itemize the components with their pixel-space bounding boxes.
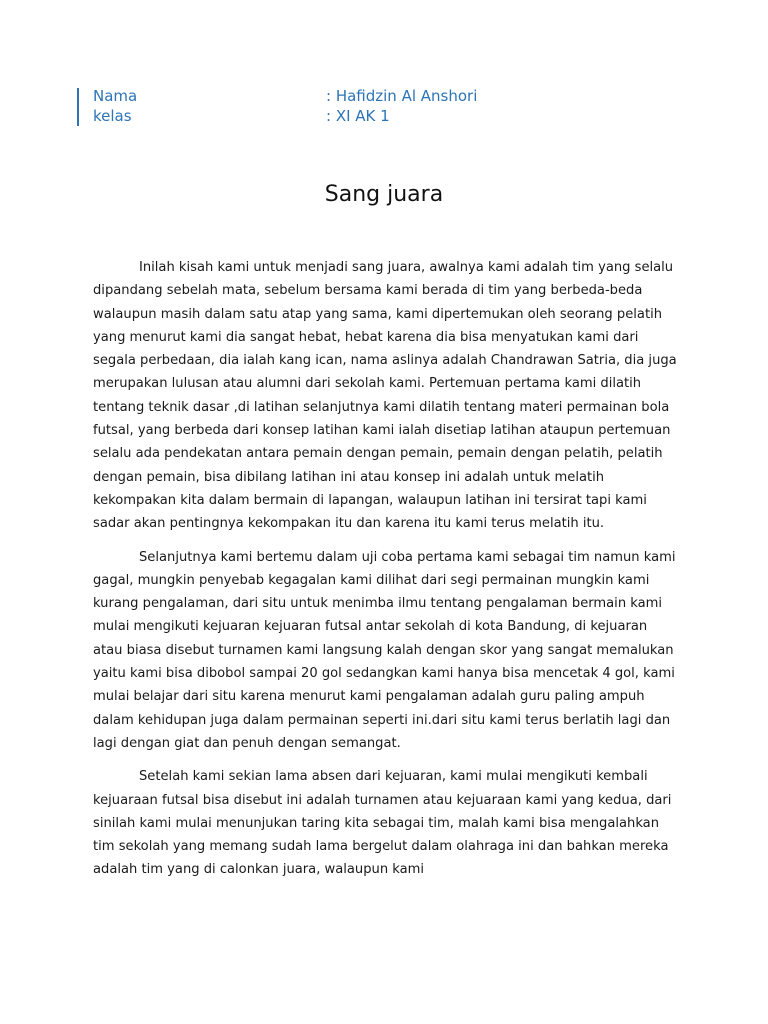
name-value: : Hafidzin Al Anshori	[326, 87, 478, 105]
name-label: Nama	[93, 87, 138, 105]
student-info-header	[93, 86, 693, 126]
paragraph-2: Selanjutnya kami bertemu dalam uji coba pertama kami sebagai tim namun kami gagal, mungkin penyebab kegagalan kami dilihat dari segi permainan mungkin kami kurang pengalaman, dari situ untuk menimba ilmu tentang pengalaman bermain kami mulai mengikuti kejuaran kejuaran futsal antar sekolah di kota Bandung, di kejuaran atau biasa disebut turnamen kami langsung kalah dengan skor yang sangat memalukan yaitu kami bisa dibobol sampai 20 gol sedangkan kami hanya bisa mencetak 4 gol, kami mulai belajar dari situ karena menurut kami pengalaman adalah guru paling ampuh dalam kehidupan juga dalam permainan seperti ini.dari situ kami terus berlatih lagi dan lagi dengan giat dan penuh dengan semangat.	[93, 549, 676, 751]
class-row	[93, 106, 693, 126]
document-body	[93, 256, 677, 892]
paragraph-1: Inilah kisah kami untuk menjadi sang juara, awalnya kami adalah tim yang selalu dipandang sebelah mata, sebelum bersama kami berada di tim yang berbeda-beda walaupun masih dalam satu atap yang sama, kami dipertemukan oleh seorang pelatih yang menurut kami dia sangat hebat, hebat karena dia bisa menyatukan kami dari segala perbedaan, dia ialah kang ican, nama aslinya adalah Chandrawan Satria, dia juga merupakan lulusan atau alumni dari sekolah kami. Pertemuan pertama kami dilatih tentang teknik dasar ,di latihan selanjutnya kami dilatih tentang materi permainan bola futsal, yang berbeda dari konsep latihan kami ialah disetiap latihan ataupun pertemuan selalu ada pendekatan antara pemain dengan pemain, pemain dengan pelatih, pelatih dengan pemain, bisa dibilang latihan ini atau konsep ini adalah untuk melatih kekompakan kita dalam bermain di lapangan, walaupun latihan ini tersirat tapi kami sadar akan pentingnya kekompakan itu dan karena itu kami terus melatih itu.	[93, 260, 677, 532]
header-accent-bar	[77, 88, 79, 126]
name-row	[93, 86, 693, 106]
class-label: kelas	[93, 107, 132, 125]
paragraph-3: Setelah kami sekian lama absen dari kejuaran, kami mulai mengikuti kembali kejuaraan futsal bisa disebut ini adalah turnamen atau kejuaraan kami yang kedua, dari sinilah kami mulai menunjukan taring kita sebagai tim, malah kami bisa mengalahkan tim sekolah yang memang sudah lama bergelut dalam olahraga ini dan bahkan mereka adalah tim yang di calonkan juara, walaupun kami	[93, 769, 672, 878]
document-title: Sang juara	[324, 182, 444, 207]
class-value: : XI AK 1	[326, 107, 390, 125]
